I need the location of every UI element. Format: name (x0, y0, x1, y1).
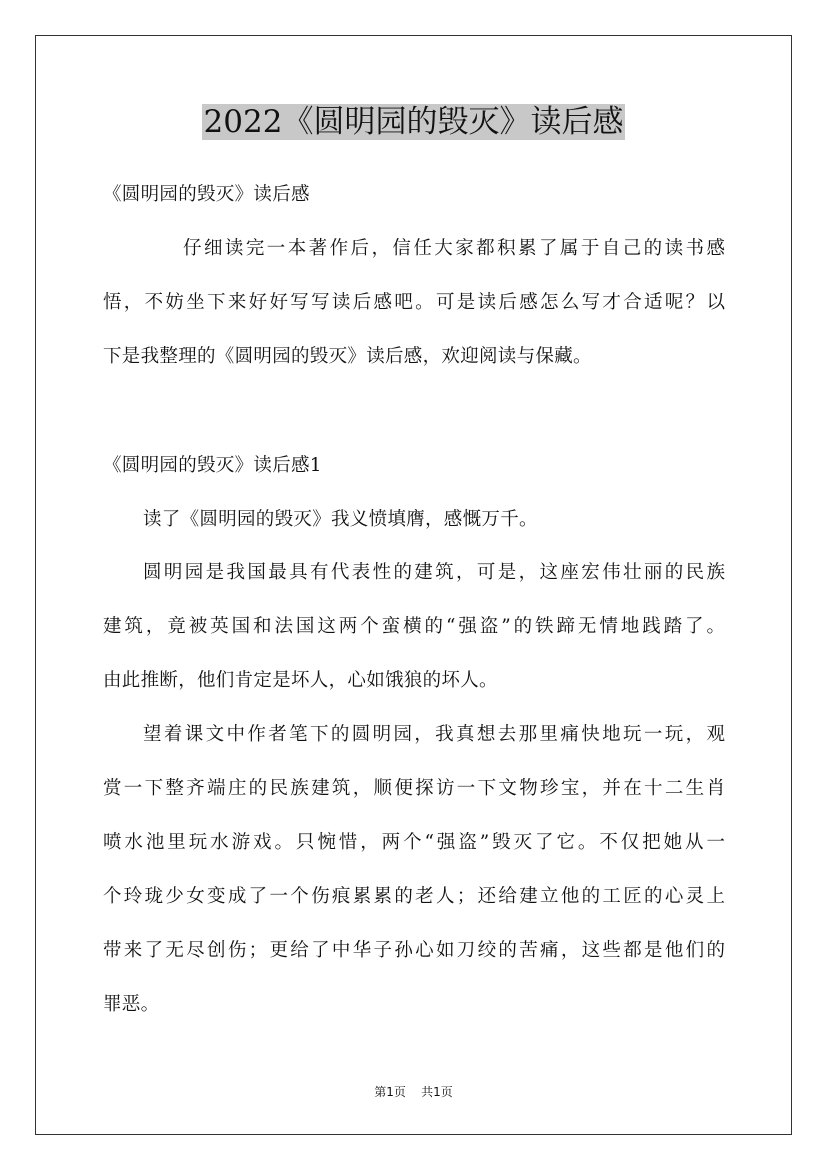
body-line-4: 由此推断，他们肯定是坏人，心如饿狼的坏人。 (103, 670, 498, 691)
body-line-2: 圆明园是我国最具有代表性的建筑，可是，这座宏伟壮丽的民族 (143, 562, 725, 583)
body-line-5: 望着课文中作者笔下的圆明园，我真想去那里痛快地玩一玩，观 (143, 724, 725, 745)
footer-spacer (410, 1085, 418, 1099)
section-heading: 《圆明园的毁灭》读后感1 (103, 455, 322, 476)
page-footer (0, 1084, 827, 1100)
body-line-6: 赏一下整齐端庄的民族建筑，顺便探访一下文物珍宝，并在十二生肖 (103, 778, 725, 799)
body-line-10: 罪恶。 (103, 994, 160, 1015)
body-line-7: 喷水池里玩水游戏。只惋惜，两个“强盗”毁灭了它。不仅把她从一 (103, 832, 725, 853)
body-line-1: 读了《圆明园的毁灭》我义愤填膺，感慨万千。 (143, 509, 538, 530)
body-line-8: 个玲珑少女变成了一个伤痕累累的老人；还给建立他的工匠的心灵上 (103, 886, 725, 907)
footer-page-number: 第1页 (374, 1085, 406, 1099)
footer-total-pages: 共1页 (421, 1085, 453, 1099)
intro-line-1: 仔细读完一本著作后，信任大家都积累了属于自己的读书感 (183, 238, 725, 259)
intro-line-3: 下是我整理的《圆明园的毁灭》读后感，欢迎阅读与保藏。 (103, 346, 592, 367)
body-line-3: 建筑，竟被英国和法国这两个蛮横的“强盗”的铁蹄无情地践踏了。 (103, 616, 725, 637)
body-line-9: 带来了无尽创伤；更给了中华子孙心如刀绞的苦痛，这些都是他们的 (103, 940, 725, 961)
document-title-text: 2022《圆明园的毁灭》读后感 (203, 104, 624, 140)
document-subtitle: 《圆明园的毁灭》读后感 (103, 184, 310, 205)
document-title (0, 103, 827, 141)
intro-line-2: 悟，不妨坐下来好好写写读后感吧。可是读后感怎么写才合适呢？以 (103, 292, 725, 313)
